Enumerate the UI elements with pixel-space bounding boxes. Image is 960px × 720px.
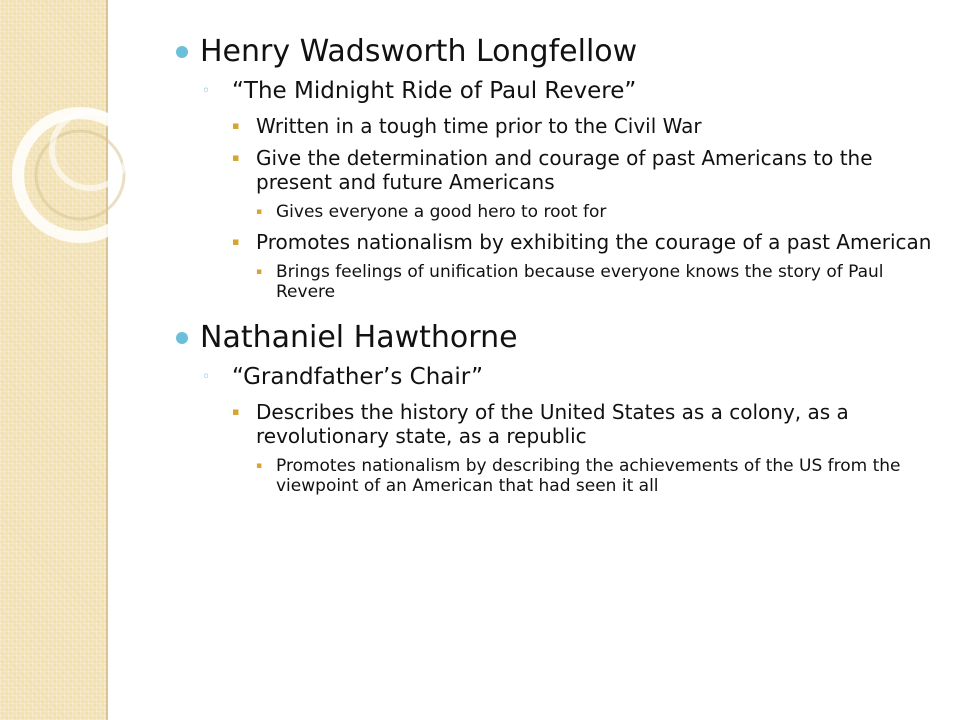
work-title-text: “Grandfather’s Chair” [232,364,484,390]
filled-circle-bullet-icon [176,332,188,344]
list-item [232,146,936,194]
sub-list-item [256,262,936,302]
section-heading [176,34,936,70]
sub-list-item-text: Brings feelings of unification because everyone knows the story of Paul Revere [276,262,884,302]
sub-list-item-text: Promotes nationalism by describing the achievements of the US from the viewpoint of an American that had seen it all [276,456,901,496]
square-bullet-icon: ▪ [232,405,240,418]
section-heading-text: Henry Wadsworth Longfellow [200,34,638,69]
work-title [202,76,936,106]
list-item [232,230,936,254]
list-item-text: Written in a tough time prior to the Civil War [256,114,702,138]
square-bullet-icon: ▪ [256,207,263,217]
square-bullet-icon: ▪ [232,119,240,132]
sub-list-item [256,202,936,222]
slide-body [176,30,936,496]
sub-list-item-text: Gives everyone a good hero to root for [276,202,607,222]
square-bullet-icon: ▪ [232,235,240,248]
section-heading-text: Nathaniel Hawthorne [200,320,518,355]
square-bullet-icon: ▪ [232,151,240,164]
section-heading [176,320,936,356]
list-item-text: Promotes nationalism by exhibiting the courage of a past American [256,230,932,254]
list-item [232,400,936,448]
list-item-text: Describes the history of the United States as a colony, as a revolutionary state, as a republic [256,400,849,448]
sub-list-item [256,456,936,496]
work-title-text: “The Midnight Ride of Paul Revere” [232,78,637,104]
filled-circle-bullet-icon [176,46,188,58]
decorative-ring-icon [0,0,140,260]
square-bullet-icon: ▪ [256,461,263,471]
work-title [202,362,936,392]
list-item [232,114,936,138]
open-circle-bullet-icon: ◦ [202,83,211,99]
list-item-text: Give the determination and courage of past Americans to the present and future Americans [256,146,873,194]
square-bullet-icon: ▪ [256,267,263,277]
open-circle-bullet-icon: ◦ [202,369,211,385]
